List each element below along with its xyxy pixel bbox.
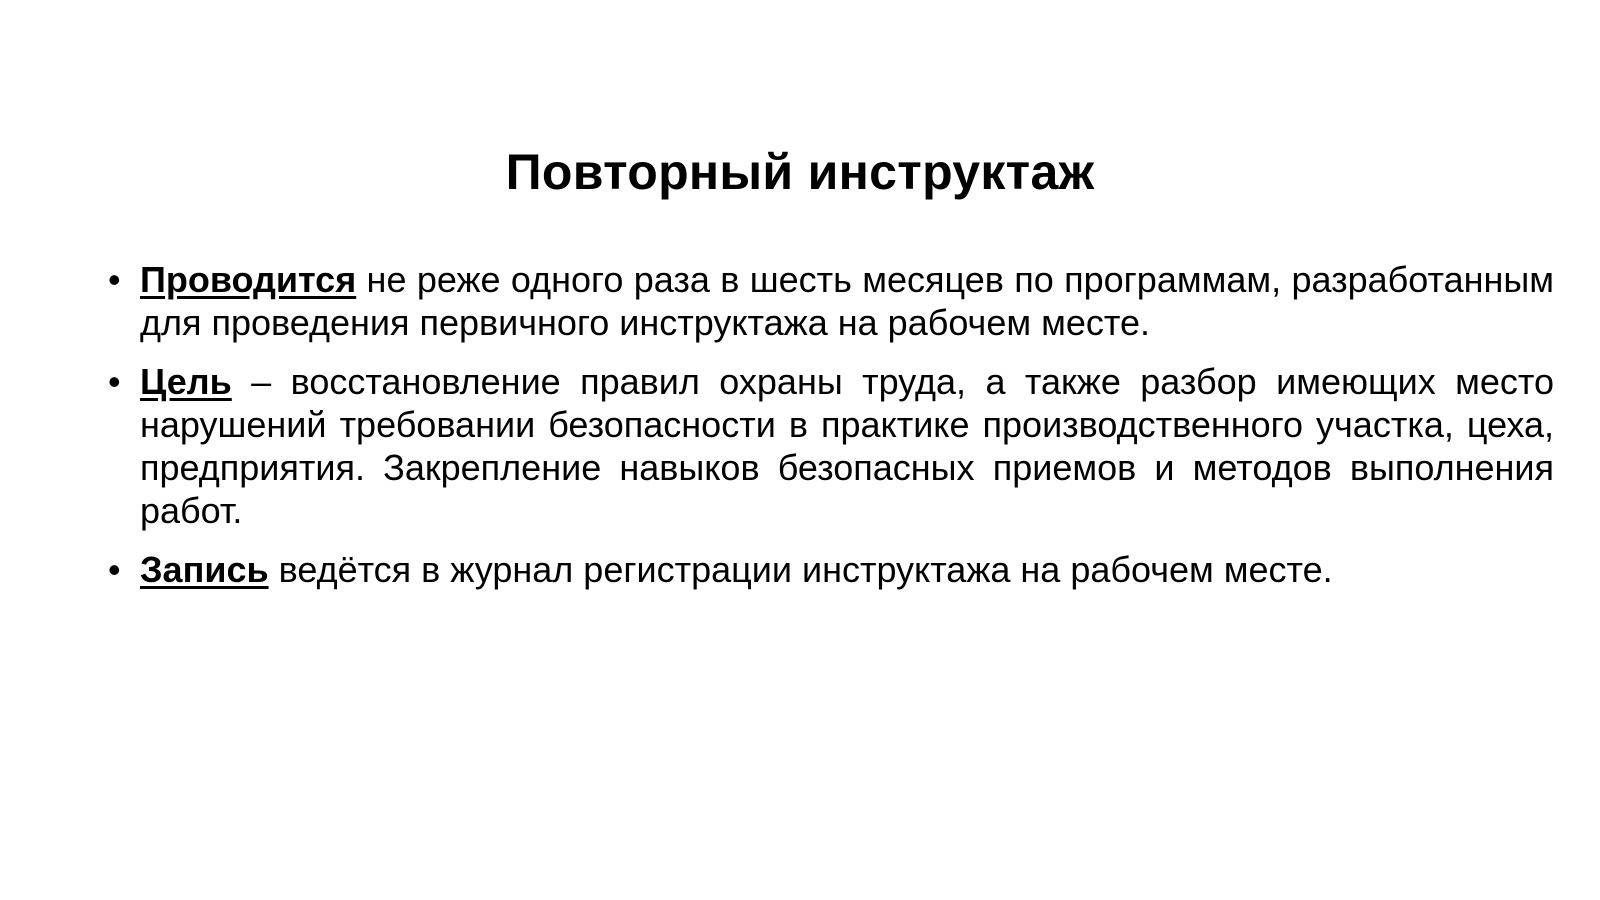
bullet-icon: • [108, 259, 121, 300]
bullet-icon: • [108, 549, 121, 590]
bullet-keyword: Цель [140, 361, 232, 402]
bullet-item-conducted [108, 258, 1554, 344]
bullet-text: не реже одного раза в шесть месяцев по программам, разработанным для проведения первичного инструктажа на рабочем месте. [140, 259, 1554, 343]
bullet-icon: • [108, 361, 121, 402]
bullet-item-record [108, 548, 1554, 591]
bullet-item-goal [108, 360, 1554, 532]
bullet-keyword: Запись [140, 549, 269, 590]
bullet-text: – восстановление правил охраны труда, а также разбор имеющих место нарушений требовании безопасности в практике производственного участка, цеха, предприятия. Закрепление навыков безопасных приемов и методов выполнения работ. [140, 361, 1554, 531]
slide-title: Повторный инструктаж [505, 144, 1095, 200]
bullet-text: ведётся в журнал регистрации инструктажа на рабочем месте. [268, 549, 1333, 590]
bullet-keyword: Проводится [140, 259, 357, 300]
bullet-list [108, 258, 1554, 607]
